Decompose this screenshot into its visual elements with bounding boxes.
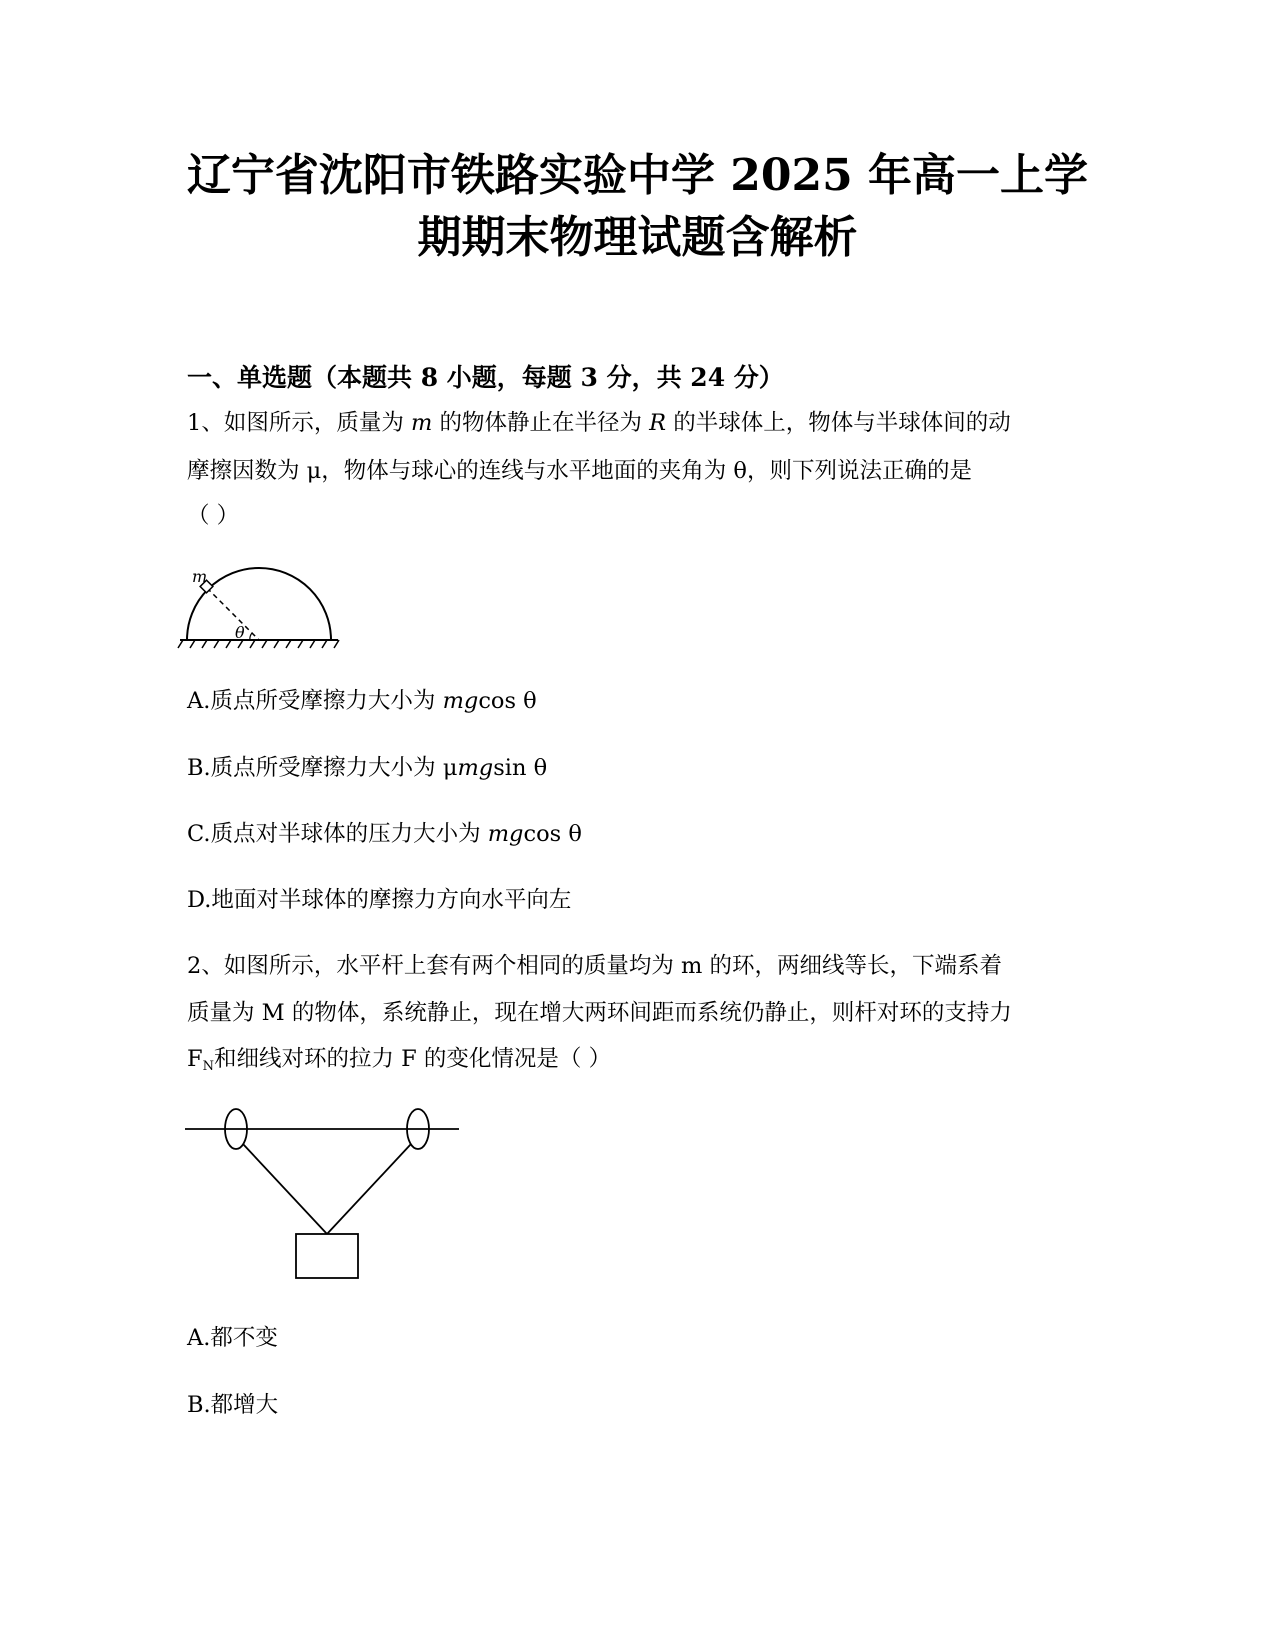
angle-arc [250,633,252,640]
q2-option-a: A.都不变 [187,1325,278,1351]
q1-radius-symbol: R [649,410,667,436]
q2-rings-figure [180,1100,470,1290]
q1-option-a [187,683,537,715]
q2-stem-line-1: 2、如图所示，水平杆上套有两个相同的质量均为 m 的环，两细线等长，下端系着 [187,953,1002,979]
left-string [243,1144,327,1234]
right-string [327,1144,411,1234]
q1-option-d: D.地面对半球体的摩擦力方向水平向左 [187,887,572,913]
q1-stem-line-2: 摩擦因数为 μ，物体与球心的连线与水平地面的夹角为 θ，则下列说法正确的是 [187,458,972,484]
q2-stem-line-3 [187,1041,611,1074]
q2-stem-line-2: 质量为 M 的物体，系统静止，现在增大两环间距而系统仍静止，则杆对环的支持力 [187,1000,1012,1026]
angle-label: θ [235,623,245,642]
q1-hemisphere-figure [175,560,345,655]
q1-text: 的半球体上，物体与半球体间的动 [666,410,1011,436]
q1-mass-symbol: m [410,410,433,436]
q1-answer-paren: （ ） [187,503,240,529]
center-radius-dashed [207,588,259,640]
option-tail: cos θ [523,821,582,847]
mass-label: m [192,567,208,586]
section-heading: 一、单选题（本题共 8 小题，每题 3 分，共 24 分） [187,363,784,392]
option-text: C.质点对半球体的压力大小为 [187,821,488,847]
option-expr: mg [457,755,494,781]
q1-text: 的物体静止在半径为 [432,410,650,436]
option-tail: cos θ [478,688,537,714]
force-symbol: F [187,1046,203,1072]
q1-stem-line-1 [187,405,1011,437]
option-text: A.质点所受摩擦力大小为 [187,688,443,714]
hemisphere-arc [187,568,331,640]
option-expr: mg [487,821,524,847]
q1-text: 1、如图所示，质量为 [187,410,411,436]
option-expr: mg [442,688,479,714]
ground-hatching [178,640,339,648]
q1-option-c [187,816,582,848]
q1-option-b [187,750,547,782]
q2-text: 和细线对环的拉力 F 的变化情况是（ ） [214,1046,612,1072]
force-subscript: N [202,1059,214,1074]
document-title-line-2: 期期末物理试题含解析 [417,212,858,263]
q2-option-b: B.都增大 [187,1392,279,1418]
option-tail: sin θ [493,755,548,781]
document-title-line-1: 辽宁省沈阳市铁路实验中学 2025 年高一上学 [186,150,1089,201]
hanging-block [296,1234,358,1278]
option-text: B.质点所受摩擦力大小为 μ [187,755,458,781]
